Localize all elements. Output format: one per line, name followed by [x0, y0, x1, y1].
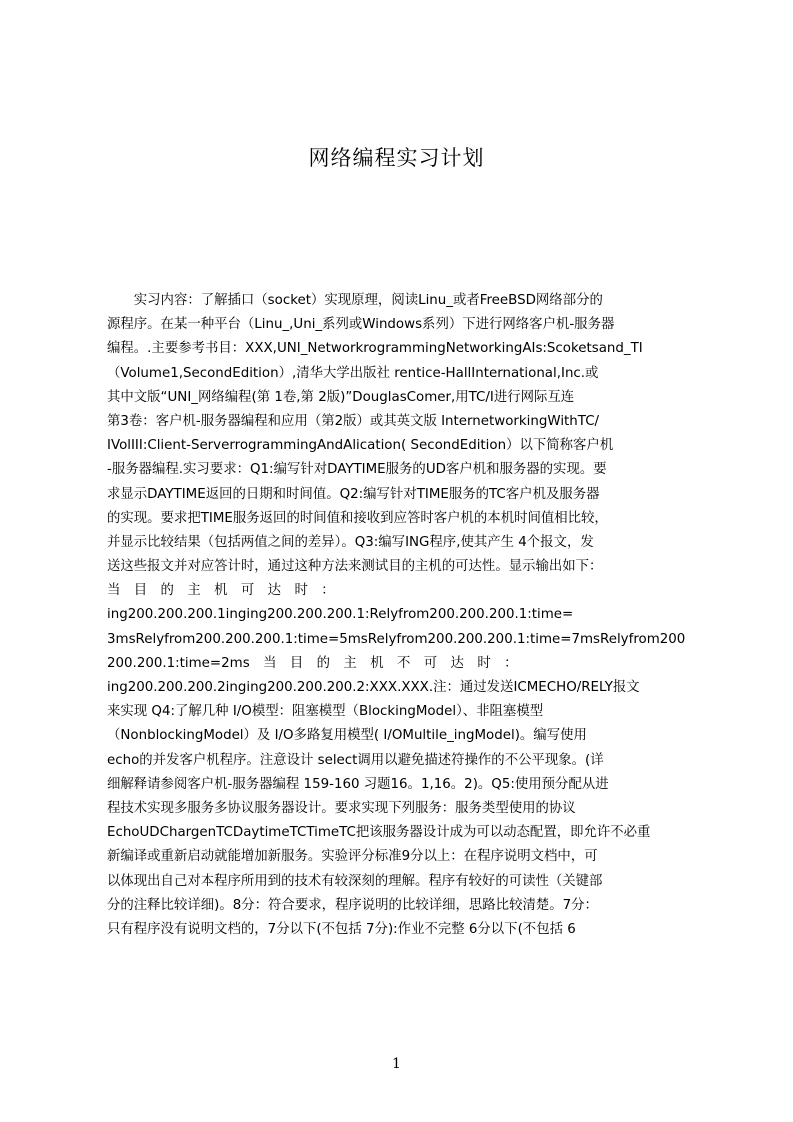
- text-line: -服务器编程.实习要求：Q1:编写针对DAYTIME服务的UD客户机和服务器的实现。要: [107, 462, 607, 478]
- text-line: 分的注释比较详细)。8分：符合要求，程序说明的比较详细，思路比较清楚。7分：: [107, 897, 598, 913]
- text-line: IVolIII:Client-ServerrogrammingAndAlication( SecondEdition）以下简称客户机: [107, 438, 614, 454]
- text-line: 实习内容：了解插口（socket）实现原理，阅读Linu_或者FreeBSD网络部分的: [107, 293, 603, 308]
- text-line: echo的并发客户机程序。注意设计 select调用以避免描述符操作的不公平现象。(详: [107, 752, 604, 768]
- text-line: 编程。.主要参考书目：XXX,UNI_NetworkrogrammingNetworkingAIs:Scoketsand_TI: [107, 341, 643, 357]
- text-line: ing200.200.200.2inging200.200.200.2:XXX.XXX.注：通过发送ICMECHO/RELY报文: [107, 680, 640, 695]
- body-text: [107, 289, 697, 942]
- text-line: 当 目 的 主 机 可 达 时 ：: [107, 583, 335, 599]
- text-line: 来实现 Q4:了解几种 I/O模型：阻塞模型（BlockingModel）、非阻塞模型: [107, 704, 544, 720]
- text-line: 新编译或重新启动就能增加新服务。实验评分标准9分以上：在程序说明文档中，可: [107, 849, 598, 865]
- text-line: 以体现出自己对本程序所用到的技术有较深刻的理解。程序有较好的可读性（关键部: [107, 873, 603, 889]
- text-line: 源程序。在某一种平台（Linu_,Uni_系列或Windows系列）下进行网络客户机-服务器: [107, 317, 615, 333]
- text-line: 细解释请参阅客户机-服务器编程 159-160 习题16。1,16。2)。Q5:使用预分配从进: [107, 776, 609, 792]
- text-line: 200.200.1:time=2ms 当 目 的 主 机 不 可 达 时 ：: [107, 655, 518, 671]
- text-line: 第3卷：客户机-服务器编程和应用（第2版）或其英文版 InternetworkingWithTC/: [107, 413, 600, 429]
- text-line: 送这些报文并对应答计时，通过这种方法来测试目的主机的可达性。显示输出如下：: [107, 559, 603, 575]
- page-title: 网络编程实习计划: [308, 146, 485, 170]
- text-line: EchoUDChargenTCDaytimeTCTimeTC把该服务器设计成为可以动态配置，即允许不必重: [107, 825, 651, 841]
- text-line: （Volume1,SecondEdition）,清华大学出版社 rentice-HallInternational,Inc.或: [107, 365, 599, 381]
- text-line: 程技术实现多服务多协议服务器设计。要求实现下列服务：服务类型使用的协议: [107, 800, 576, 816]
- text-line: 求显示DAYTIME返回的日期和时间值。Q2:编写针对TIME服务的TC客户机及服务器: [107, 486, 600, 502]
- page-number: 1: [392, 1056, 401, 1072]
- text-line: ing200.200.200.1inging200.200.200.1:Relyfrom200.200.200.1:time=: [107, 607, 574, 623]
- text-line: 只有程序没有说明文档的，7分以下(不包括 7分):作业不完整 6分以下(不包括 6: [107, 921, 576, 937]
- text-line: 的实现。要求把TIME服务返回的时间值和接收到应答时客户机的本机时间值相比较，: [107, 510, 608, 526]
- text-line: （NonblockingModel）及 I/O多路复用模型( I/OMultile_ingModel)。编写使用: [107, 728, 587, 744]
- text-line: 3msRelyfrom200.200.200.1:time=5msRelyfrom200.200.200.1:time=7msRelyfrom200: [107, 631, 686, 647]
- text-line: 其中文版“UNI_网络编程(第 1卷,第 2版)”DouglasComer,用TC/I进行网际互连: [107, 389, 575, 405]
- text-line: 并显示比较结果（包括两值之间的差异）。Q3:编写ING程序,使其产生 4个报文，发: [107, 534, 594, 550]
